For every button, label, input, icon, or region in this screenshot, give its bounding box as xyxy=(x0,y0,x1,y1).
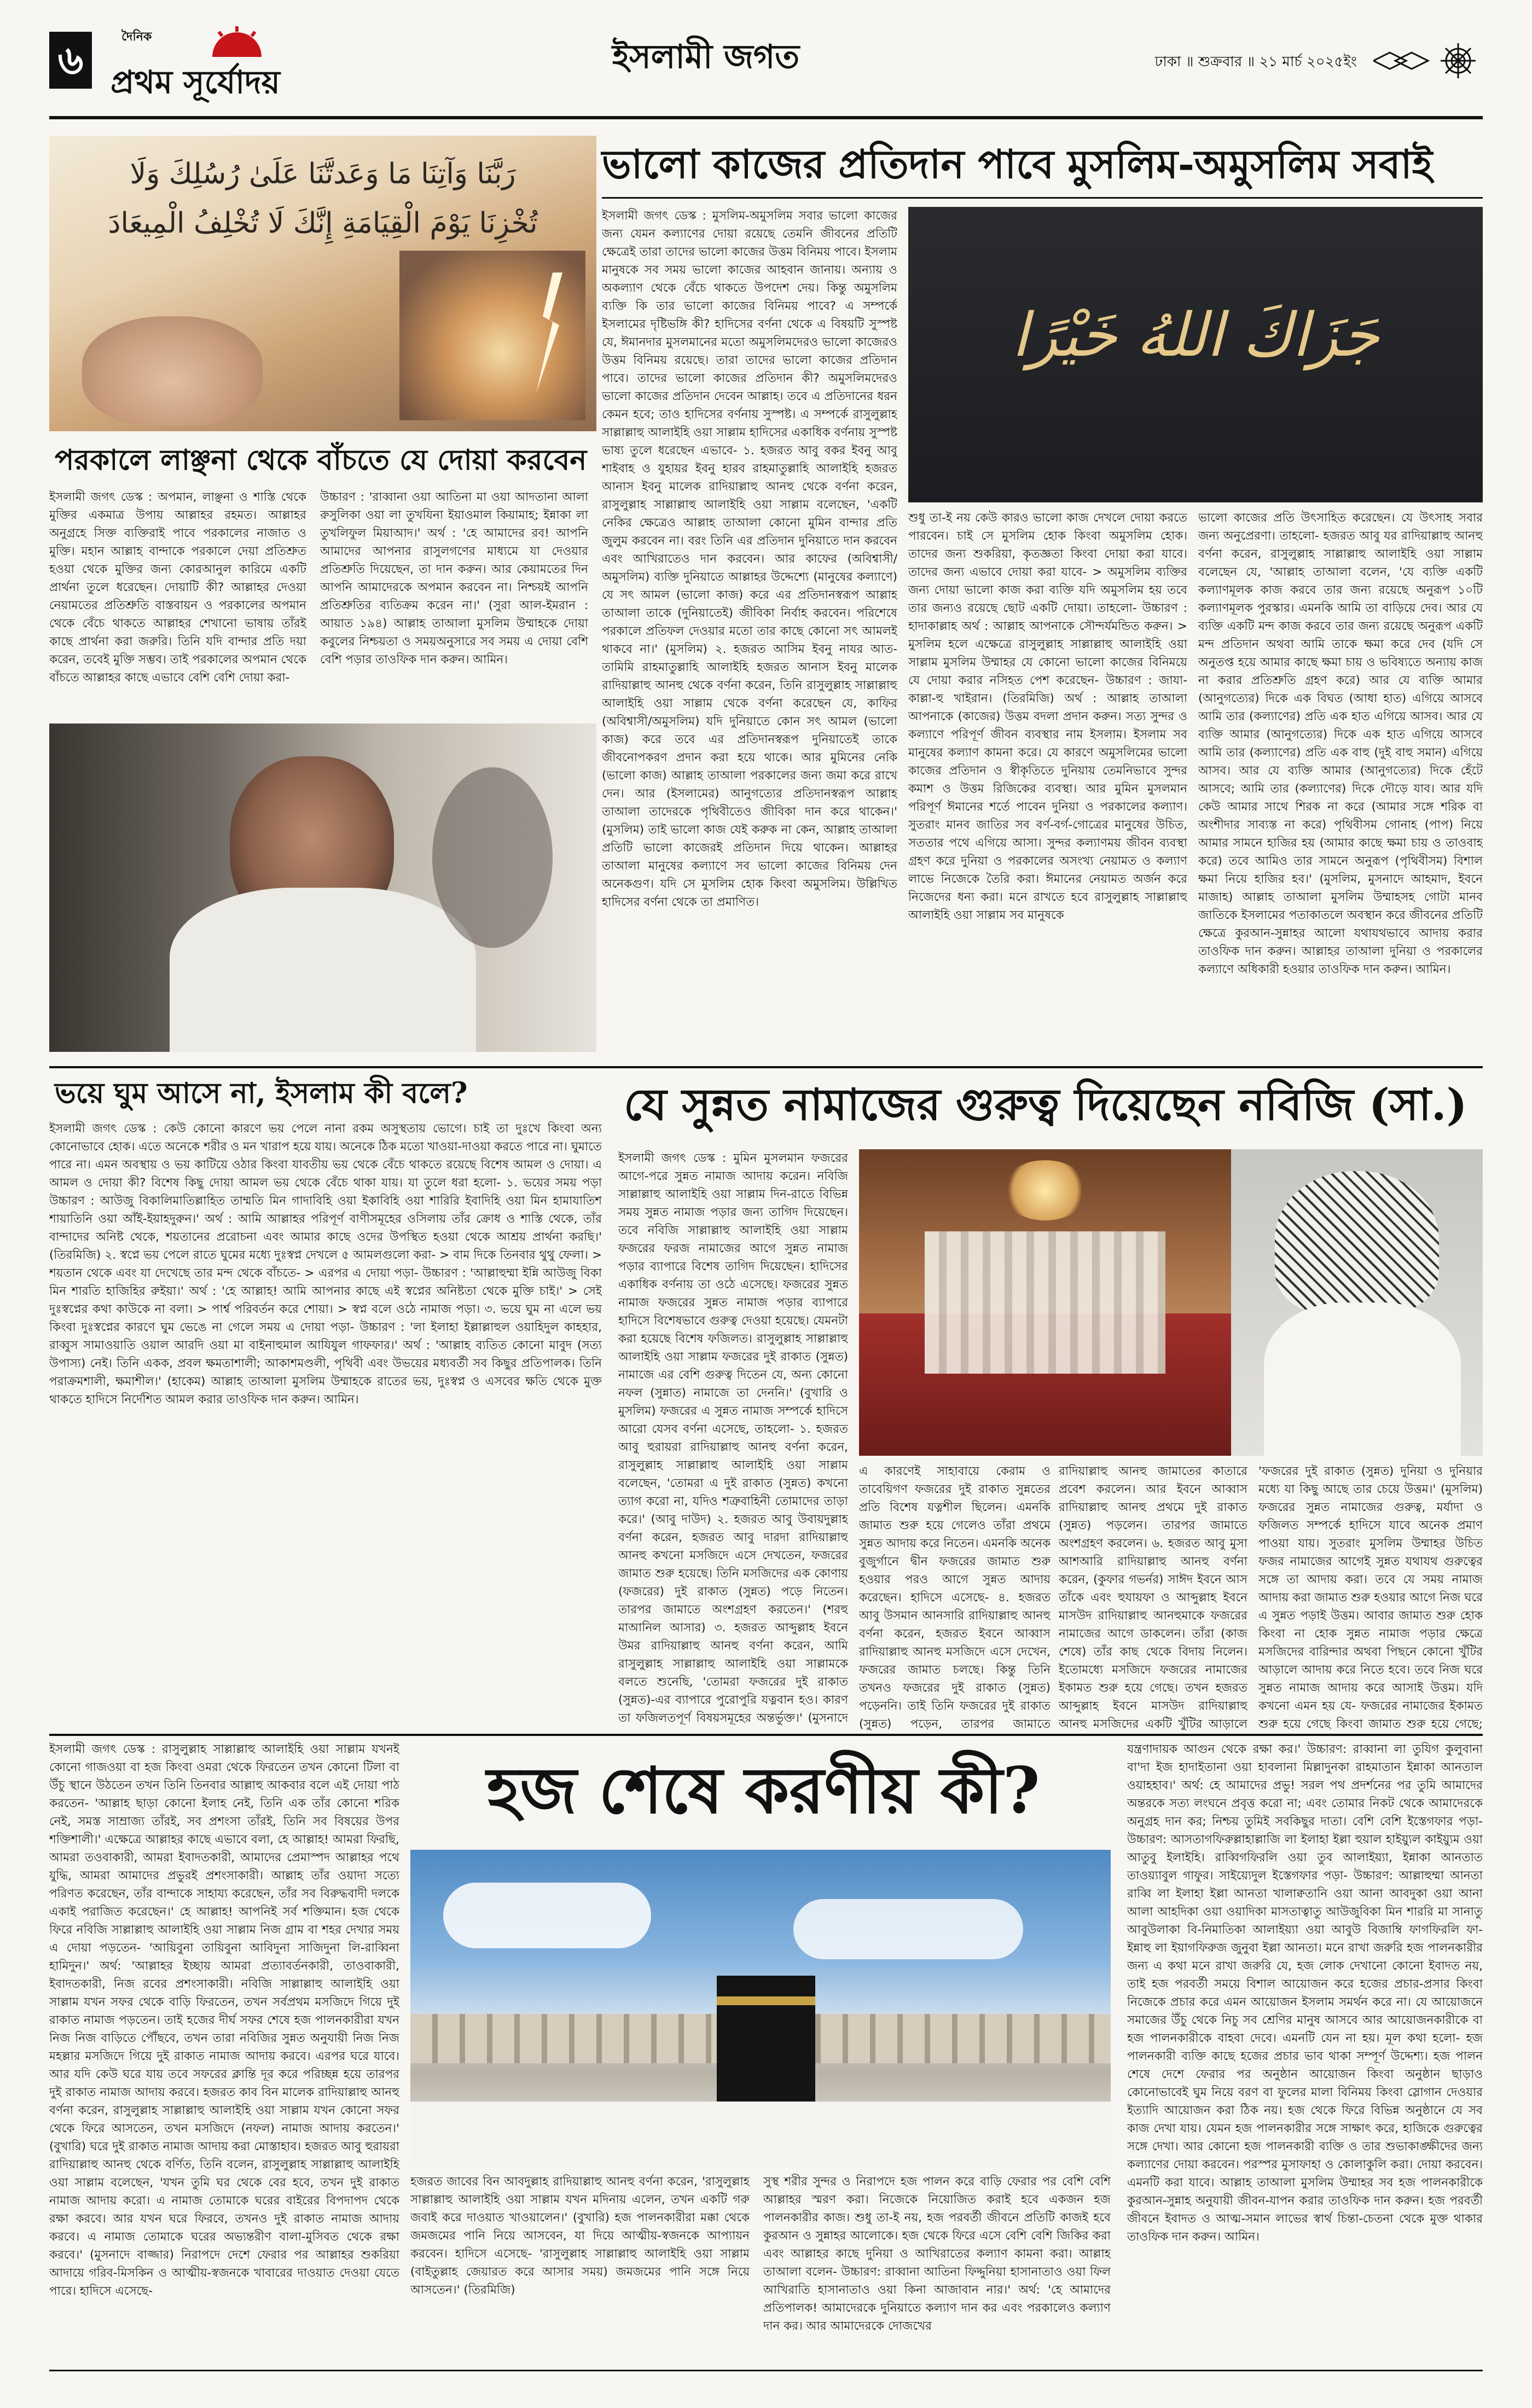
bottom-rule xyxy=(49,2370,1483,2371)
article3-body xyxy=(49,1120,602,1727)
article4-text-1: ইসলামী জগৎ ডেস্ক : মুমিন মুসলমান ফজরের আগে-পরে সুন্নত নামাজ আদায় করেন। নবিজি সাল্লাল্লাহু আলাইহি ওয়া সাল্লাম দিন-রাতে বিভিন্ন সময় সুন্নত নামাজ পড়ার জন্য তাগিদ দিয়েছেন। তবে নবিজি সাল্লাল্লাহু আলাইহি ওয়া সাল্লাম ফজরের ফরজ নামাজের আগে সুন্নত নামাজ পড়ার ব্যাপারে বিশেষ তাগিদ দিয়েছেন। হাদিসের একাধিক বর্ণনায় তা ওঠে এসেছে। ফজরের সুন্নত নামাজ ফজরের সুন্নত নামাজ পড়ার ব্যাপারে হাদিসে বিশেষভাবে গুরুত্ব দেওয়া হয়েছে। যেমনটা করা হয়েছে বিশেষ ফজিলত। রাসুলুল্লাহ সাল্লাল্লাহু আলাইহি ওয়া সাল্লাম ফজরের দুই রাকাত (সুন্নত) নামাজে এর বেশি গুরুত্ব দিতেন যে, অন্য কোনো নফল (সুন্নাত) নামাজে তা দেননি।' (বুখারি ও মুসলিম) ফজরের এ সুন্নত নামাজ সম্পর্কে হাদিসে আরো যেসব বর্ণনা এসেছে, তাহলো- ১. হজরত আবু হুরায়রা রাদিয়াল্লাহু আনহু বর্ণনা করেন, রাসুলুল্লাহ সাল্লাল্লাহু আলাইহি ওয়া সাল্লাম বলেছেন, 'তোমরা এ দুই রাকাত (সুন্নত) কখনো ত্যাগ করো না, যদিও শত্রুবাহিনী তোমাদের তাড়া করে।' (আবু দাউদ) ২. হজরত আবু উবায়দুল্লাহ বর্ণনা করেন, হজরত আবু দারদা রাদিয়াল্লাহু আনহু কখনো মসজিদে এসে দেখতেন, ফজরের জামাত শুরু হয়েছে। তিনি মসজিদের এক কোণায় (ফজরের) দুই রাকাত (সুন্নত) পড়ে নিতেন। তারপর জামাতে অংশগ্রহণ করতেন।' (শরহু মাআনিল আসার) ৩. হজরত আব্দুল্লাহ ইবনে উমর রাদিয়াল্লাহু আনহু বর্ণনা করেন, আমি রাসুলুল্লাহ সাল্লাল্লাহু আলাইহি ওয়া সাল্লামকে বলতে শুনেছি, 'তোমরা ফজরের দুই রাকাত (সুন্নত)-এর ব্যাপারে পুরোপুরি যত্নবান হও। কারণ তা ফজিলতপূর্ণ বিষয়সমূহের অন্তর্ভুক্ত।' (মুসনাদে xyxy=(618,1151,848,1725)
ornament-icon xyxy=(1373,40,1483,81)
masthead xyxy=(0,0,1532,125)
article4-text-4: 'ফজরের দুই রাকাত (সুন্নত) দুনিয়া ও দুনিয়ার মধ্যে যা কিছু আছে তার চেয়ে উত্তম।' (মুসলিম) ফজরের সুন্নত নামাজের গুরুত্ব, মর্যাদা ও ফজিলত সম্পর্কে হাদিসে যাবে অনেক প্রমাণ পাওয়া যায়। সুতরাং মুসলিম উম্মাহর উচিত ফজর নামাজের আগেই সুন্নত যথাযথ গুরুত্বের সঙ্গে তা আদায় করা। তবে যে সময় নামাজ আদায় করা জামাত শুরু হওয়ার আগে নিজ ঘরে এ সুন্নত পড়াই উত্তম। আবার জামাত শুরু হোক কিংবা না হোক সুন্নত নামাজ পড়ার ক্ষেত্রে মসজিদের বারিন্দার অথবা পিছনে কোনো খুঁটির আড়ালে আদায় করে নিতে হবে। তবে নিজ ঘরে সুন্নত নামাজ আদায় করে আসাই উত্তম। যদি কখনো এমন হয় যে- ফজরের নামাজের ইকামত শুরু হয়ে গেছে কিংবা জামাত শুরু হয়ে গেছে; xyxy=(1258,1465,1483,1730)
article4-col3 xyxy=(1059,1462,1247,1730)
article4-headline: যে সুন্নত নামাজের গুরুত্ব দিয়েছেন নবিজি (সা.) xyxy=(624,1079,1467,1130)
article5-col3 xyxy=(763,2173,1111,2364)
article1-text-3: ভালো কাজের প্রতি উৎসাহিত করেছেন। যে উৎসাহ সবার জন্য অনুপ্রেরণা। তাহলো- হজরত আবু যর রাদিয়াল্লাহু আনহু বর্ণনা করেন, রাসুলুল্লাহ সাল্লাল্লাহু আলাইহি ওয়া সাল্লাম বলেছেন যে, 'আল্লাহ তাআলা বলেন, 'যে ব্যক্তি একটি কল্যাণমূলক কাজ করবে তার জন্য রয়েছে অনুরূপ ১০টি কল্যাণমূলক পুরস্কার। এমনকি আমি তা বাড়িয়ে দেব। আর যে ব্যক্তি একটি মন্দ কাজ করবে তার জন্য রয়েছে অনুরূপ একটি মন্দ প্রতিদান অথবা আমি তাকে ক্ষমা করে দেব (যদি সে অনুতপ্ত হয়ে আমার কাছে ক্ষমা চায় ও ভবিষ্যতে অন্যায় কাজ না করার প্রতিশ্রুতি গ্রহণ করে) আর যে ব্যক্তি আমার (আনুগত্যের) দিকে এক বিঘত (আধা হাত) এগিয়ে আসবে আমি তার (কল্যাণের) প্রতি এক হাত এগিয়ে আসব। আর যে ব্যক্তি আমার (আনুগত্যের) দিকে এক হাত এগিয়ে আসবে আমি তার (কল্যাণের) প্রতি এক বাহু (দুই বাহু সমান) এগিয়ে আসব। আর যে ব্যক্তি আমার (আনুগত্যের) দিকে হেঁটে আসবে; আমি তার (কল্যাণের) দিকে দৌড়ে যাব। আর যদি কেউ আমার সাথে শিরক না করে (আমার সঙ্গে শরিক বা অংশীদার সাব্যস্ত না করে) পৃথিবীসম গোনাহ (পাপ) নিয়ে আমার সামনে হাজির হয় (আমার কাছে ক্ষমা চায় ও তাওবাহ করে) তবে আমিও তার সামনে অনুরূপ (পৃথিবীসম) বিশাল ক্ষমা নিয়ে হাজির হব।' (মুসলিম, মুসনাদে আহমাদ, ইবনে মাজাহ) আল্লাহ তাআলা মুসলিম উম্মাহসহ গোটা মানব জাতিকে ইসলামের পতাকাতলে অবস্থান করে জীবনের প্রতিটি ক্ষেত্রে কুরআন-সুন্নাহর আলো যথাযথভাবে আদায় করার তাওফিক দান করুন। আল্লাহর তাআলা দুনিয়া ও পরকালের কল্যাণে অধিকারী হওয়ার তাওফিক দান করুন। আমিন। xyxy=(1198,511,1483,976)
article5-col2 xyxy=(410,2173,750,2364)
masthead-rule xyxy=(49,116,1483,119)
article4-col2 xyxy=(859,1462,1051,1730)
distressed-man-photo xyxy=(49,723,596,1052)
article1-headline-rule xyxy=(602,197,1483,199)
article5-col1 xyxy=(49,1740,399,2364)
man-in-keffiyeh-photo xyxy=(1231,1149,1483,1456)
article2-text-2: উচ্চারণ : 'রাব্বানা ওয়া আতিনা মা ওয়া আদতানা আলা রুসুলিকা ওয়া লা তুখযিনা ইয়াওমাল কিয়ামাহ; ইন্নাকা লা তুখলিফুল মিয়াআদ।' অর্থ : 'হে আমাদের রব! আপনি আমাদের আপনার রাসুলগণের মাধ্যমে যা দেওয়ার প্রতিশ্রুতি দিয়েছেন, তা দান করুন। আর কেয়ামতের দিন আপনি আমাদেরকে অপমান করবেন না। নিশ্চয়ই আপনি প্রতিশ্রুতির ব্যতিক্রম করেন না।' (সুরা আল-ইমরান : আয়াত ১৯৪) আল্লাহ তাআলা মুসলিম উম্মাহকে দোয়া কবুলের নিশ্চয়তা ও সময়অনুসারে সব সময় এ দোয়া বেশি বেশি পড়ার তাওফিক দান করুন। আমিন। xyxy=(320,490,588,667)
mosque-prayer-photo xyxy=(859,1149,1231,1456)
article2-col2 xyxy=(320,488,588,723)
page-number: ৬ xyxy=(57,37,84,83)
paper-logo xyxy=(100,22,406,104)
article5-headline: হজ শেষে করণীয় কী? xyxy=(486,1753,1040,1828)
article5-text-4: যন্ত্রণাদায়ক আগুন থেকে রক্ষা কর।' উচ্চারণ: রাব্বানা লা তুযিগ কুলুবানা বা'দা ইজ হাদাইতানা ওয়া হাবলানা মিল্লাদুনকা রাহমাতান ইন্নাকা আনতাল ওয়াহহাব।' অর্থ: হে আমাদের প্রভু! সরল পথ প্রদর্শনের পর তুমি আমাদের অন্তরকে সত্য লংঘনে প্রবৃত্ত করো না; এবং তোমার নিকট থেকে আমাদেরকে অনুগ্রহ দান কর; নিশ্চয় তুমিই সবকিছুর দাতা। বেশি বেশি ইস্তেগফার পড়া- উচ্চারণ: আসতাগফিরুল্লাহাল্লাজি লা ইলাহা ইল্লা হুয়াল হাইয়্যুল কাইয়্যুম ওয়া আতুবু ইলাইহি। রাব্বিগফিরলি ওয়া তুব আলাইয়্যা, ইন্নাকা আনতাত তাওয়্যাবুল গাফুর। সাইয়্যেদুল ইস্তেগফার পড়া- উচ্চারণ: আল্লাহুম্মা আনতা রাব্বি লা ইলাহা ইল্লা আনতা খালাক্বতানি ওয়া আনা আবদুকা ওয়া আনা আলা আহদিকা ওয়া ওয়াদিকা মাসতাত্বাতু আউজুবিকা মিন শাররি মা সানাতু আবুউলাকা বি-নিমাতিকা আলাইয়্যা ওয়া আবুউ বিজাম্বি ফাগফিরলি ফা-ইন্নাহু লা ইয়াগফিরুজ জুনুবা ইল্লা আনতা। মনে রাখা জরুরি হজ পালনকারীর জন্য এ কথা মনে রাখা জরুরি যে, হজ লোক দেখানো কোনো ইবাদত নয়, তাই হজ পরবর্তী সময়ে বিশাল আয়োজন করে হজের প্রচার-প্রসার কিংবা নিজেকে প্রচার করে এমন আয়োজন ইসলাম সমর্থন করে না। যে আয়োজনে সমাজের উঁচু থেকে নিচু সব শ্রেণির মানুষ আসবে আর আয়োজনকারীকে বা হজ পালনকারীকে বাহবা দেবে। এমনটি যেন না হয়। মূল কথা হলো- হজ পালনকারী ব্যক্তি কাছে হজের প্রচার ভাব থাকা সম্পূর্ণ উদ্দেশ্য। হজ পালন শেষে দেশে ফেরার পর অনুষ্ঠান আয়োজন কিংবা অনুষ্ঠান ছাড়াও কোনোভাবেই ঘুম নিয়ে বরণ বা ফুলের মালা বিনিময় কিংবা স্লোগান দেওয়ার ইত্যাদি আয়োজন করা ঠিক নয়। হজ থেকে ফিরে বিভিন্ন অনুষ্ঠানে যে সব কাজ দেখা যায়। যেমন হজ পালনকারীর সঙ্গে সাক্ষাৎ করে, হাজিকে গুরুত্বের সঙ্গে দেখা। আর কোনো হজ পালনকারী ব্যক্তি ও তার শুভাকাঙ্ক্ষীদের জন্য কল্যাণের দোয়া করবেন। পরস্পর মুসাফাহা ও কোলাকুলি করা। দোয়া করবেন। এমনটি করা যাবে। আল্লাহ তাআলা মুসলিম উম্মাহর সব হজ পালনকারীকে কুরআন-সুন্নাহ অনুযায়ী জীবন-যাপন করার তাওফিক দান করুন। হজ পরবর্তী জীবনে ইবাদত ও আত্ম-সমান লাভের স্বার্থ চিন্তা-চেতনা থেকে মুক্ত থাকার তাওফিক দান করুন। আমিন। xyxy=(1127,1743,1483,2244)
praying-hands xyxy=(82,316,263,426)
section-title: ইসলামী জগত xyxy=(612,38,800,76)
article1-col3 xyxy=(1198,509,1483,1062)
section-divider-1 xyxy=(49,1066,1483,1068)
paper-name: প্রথম সূর্যোদয় xyxy=(111,63,280,101)
article1-text-1: ইসলামী জগৎ ডেস্ক : মুসলিম-অমুসলিম সবার ভালো কাজের জন্য যেমন কল্যাণের দোয়া রয়েছে তেমনি জীবনের প্রতিটি ক্ষেত্রেই তারা তাদের ভালো কাজের উত্তম বিনিময় পাবে। ইসলাম মানুষকে সব সময় ভালো কাজের আহবান জানায়। অন্যায় ও অকল্যাণ থেকে বেঁচে থাকতে উপদেশ দেয়। কিন্তু অমুসলিম ব্যক্তি কি তার ভালো কাজের বিনিময় পাবে? এ সম্পর্কে ইসলামের দৃষ্টিভঙ্গি কী? হাদিসের বর্ণনা থেকে এ বিষয়টি সুস্পষ্ট যে, ঈমানদার মুসলমানের মতো অমুসলিমদেরও ভালো কাজেরও উত্তম বিনিময় রয়েছে। তারা তাদের ভালো কাজের প্রতিদান পাবে। তাদের ভালো কাজের প্রতিদান কী? অমুসলিমদেরও ভালো কাজের প্রতিদান দেবেন আল্লাহ। তবে এ প্রতিদানের ধরন কেমন হবে; তাও হাদিসের বর্ণনায় সুস্পষ্ট। এ সম্পর্কে রাসুলুল্লাহ সাল্লাল্লাহু আলাইহি ওয়া সাল্লাম হাদিসের একাধিক বর্ণনায় সুস্পষ্ট ভাষ্য তুলে ধরেছেন এভাবে- ১. হজরত আবু বকর ইবনু আবু শাইবাহ ও যুহায়র ইবনু হারব রাহমাতুল্লাহি আলাইহি হজরত আনাস ইবনু মালেক রাদিয়াল্লাহু আনহু থেকে বর্ণনা করেন, রাসুলুল্লাহ সাল্লাল্লাহু আলাইহি ওয়া সাল্লাম বলেছেন, 'একটি নেকির ক্ষেত্রেও আল্লাহ তাআলা কোনো মুমিন বান্দার প্রতি জুলুম করবেন না। বরং তিনি এর প্রতিদান দুনিয়াতে দান করবেন এবং আখিরাতেও দান করবেন। আর কাফের (অবিশ্বাসী/অমুসলিম) ব্যক্তি দুনিয়াতে আল্লাহর উদ্দেশ্যে (মানুষের কল্যাণে) যে সৎ আমল (ভালো কাজ) করে এর প্রতিদানস্বরূপ আল্লাহ তাআলা তাকে (দুনিয়াতেই) জীবিকা নির্বাহ করবেন। পরিশেষে পরকালে প্রতিফল দেওয়ার মতো তার কাছে কোনো সৎ আমলই থাকবে না।' (মুসলিম) ২. হজরত আসিম ইবনু নাযর আত-তামিমি রাহমাতুল্লাহি আলাইহি হজরত আনাস ইবনু মালেক রাদিয়াল্লাহু আনহু থেকে বর্ণনা করেন, তিনি রাসুলুল্লাহ সাল্লাল্লাহু আলাইহি ওয়া সাল্লাম থেকে বর্ণনা করেছেন যে, কাফির (অবিশ্বাসী/অমুসলিম) যদি দুনিয়াতে কোন সৎ আমল (ভালো কাজ) করে তবে এর প্রতিদানস্বরূপ দুনিয়াতেই তাকে জীবনোপকরণ প্রদান করা হয়ে থাকে। আর মুমিনের নেকি (ভালো কাজ) আল্লাহ তাআলা পরকালের জন্য জমা করে রাখে দেন। আর (ইসলামের) আনুগত্যের প্রতিদানস্বরূপ আল্লাহ তাআলা তাদেরকে পৃথিবীতেও জীবিকা দান করে থাকেন।' (মুসলিম) তাই ভালো কাজ যেই করুক না কেন, আল্লাহ তাআলা প্রতিটি ভালো কাজেরই প্রতিদান দিয়ে থাকেন। আল্লাহর তাআলা মানুষের কল্যাণে সব ভালো কাজের বিনিময় দেন অনেকগুণ। যদি সে মুসলিম হোক কিংবা অমুসলিম। উল্লিখিত হাদিসের বর্ণনা থেকে তা প্রমাণিত। xyxy=(602,209,897,909)
article1-col1 xyxy=(602,207,897,1061)
article1-text-2: শুধু তা-ই নয় কেউ কারও ভালো কাজ দেখলে দোয়া করতে পারবেন। চাই সে মুসলিম হোক কিংবা অমুসলিম হোক। তাদের জন্য শুকরিয়া, কৃতজ্ঞতা কিংবা দোয়া করা যাবে। তাদের জন্য এভাবে দোয়া করা যাবে- > অমুসলিম ব্যক্তির জন্য দোয়া ভালো কাজ করা ব্যক্তি যদি অমুসলিম হয় তবে তার জন্যও রয়েছে ছোট একটি দোয়া। তাহলো- উচ্চারণ : হাদাকাল্লাহ অর্থ : আল্লাহ আপনাকে সৌন্দর্যমন্ডিত করুন। > মুসলিম হলে এক্ষেত্রে রাসুলুল্লাহ সাল্লাল্লাহু আলাইহি ওয়া সাল্লাম মুসলিম উম্মাহর যে কোনো ভালো কাজের বিনিময়ে যে দোয়া করার নসিহত পেশ করেছেন- উচ্চারণ : জাযা-কাল্লা-হু খাইরান। (তিরমিজি) অর্থ : আল্লাহ তাআলা আপনাকে (কাজের) উত্তম বদলা প্রদান করুন। সত্য সুন্দর ও কল্যাণে পরিপূর্ণ জীবন ব্যবস্থার নাম ইসলাম। ইসলাম সব মানুষের কল্যাণ কামনা করে। যে কারণে অমুসলিমের ভালো কাজের প্রতিদান ও স্বীকৃতিতে দুনিয়ায় তেমনিভাবে সুন্দর কমাশ ও উত্তম রিজিকের ব্যবস্থা। আর মুমিন মুসলমান পরিপূর্ণ ঈমানের শর্তে পাবেন দুনিয়া ও পরকালের কল্যাণ। সুতরাং মানব জাতির সব বর্ণ-বর্গ-গোত্রের মানুষের উচিত, সততার পথে এগিয়ে আসা। সুন্দর কল্যাণময় জীবন ব্যবস্থা গ্রহণ করে দুনিয়া ও পরকালের অসংখ্য নেয়ামত ও কল্যাণ লাভে নিজেকে তৈরি করা। ঈমানের নেয়ামত অর্জন করে নিজেদের ধন্য করা। মনে রাখতে হবে রাসুলুল্লাহ সাল্লাল্লাহু আলাইহি ওয়া সাল্লাম সব মানুষকে xyxy=(908,511,1187,922)
calligraphy-image xyxy=(908,207,1483,502)
article4-text-3: রাদিয়াল্লাহু আনহু জামাতের কাতারে প্রবেশ করলেন। আর ইবনে আব্বাস রাদিয়াল্লাহু আনহু প্রথমে দুই রাকাত (সুন্নত) পড়লেন। তারপর জামাতে অংশগ্রহণ করলেন। ৬. হজরত আবু মুসা আশআরি রাদিয়াল্লাহু আনহু বর্ণনা করেন, (কুফার গভর্নর) সাঈদ ইবনে আস তাঁকে এবং হুযায়ফা ও আব্দুল্লাহ ইবনে মাসউদ রাদিয়াল্লাহু আনহুমাকে ফজরের নামাজের আগে ডাকলেন। তাঁরা (কাজ শেষে) তাঁর কাছ থেকে বিদায় নিলেন। ইতোমধ্যে মসজিদে ফজরের নামাজের ইকামত শুরু হয়ে গেছে। তখন হজরত আব্দুল্লাহ ইবনে মাসউদ রাদিয়াল্লাহু আনহু মসজিদের একটি খুঁটির আড়ালে xyxy=(1059,1465,1247,1730)
dua-illustration xyxy=(49,136,596,431)
article2-text-1: ইসলামী জগৎ ডেস্ক : অপমান, লাঞ্ছনা ও শাস্তি থেকে মুক্তির একমাত্র উপায় আল্লাহর রহমত। আল্লাহর অনুগ্রহে সিক্ত ব্যক্তিরাই পাবে পরকালের নাজাত ও মুক্তি। মহান আল্লাহ বান্দাকে পরকালে দেয়া প্রতিশ্রুত হওয়া থেকে মুক্তির জন্য কোরআনুল কারিমে একটি প্রার্থনা তুলে ধরেছেন। দোয়াটি কী? আল্লাহর দেওয়া নেয়ামতের প্রতিশ্রুতি বাস্তবায়ন ও পরকালের অপমান থেকে বেঁচে থাকতে আল্লাহর শেখানো ভাষায় তাঁরই কাছে প্রার্থনা করা জরুরি। তিনি যদি বান্দার প্রতি দয়া করেন, তবেই মুক্তি সম্ভব। তাই পরকালের অপমান থেকে বাঁচতে আল্লাহর কাছে এভাবে বেশি বেশি দোয়া করা- xyxy=(49,490,306,685)
article1-headline: ভালো কাজের প্রতিদান পাবে মুসলিম-অমুসলিম সবাই xyxy=(602,141,1433,187)
article1-col2 xyxy=(908,509,1187,1062)
arabic-verse-line1: رَبَّنَا وَآتِنَا مَا وَعَدتَّنَا عَلَىٰ رُسُلِكَ وَلَا xyxy=(130,158,516,190)
article4-col1 xyxy=(618,1149,848,1729)
article5-text-2: হজরত জাবের বিন আবদুল্লাহ রাদিয়াল্লাহু আনহু বর্ণনা করেন, 'রাসুলুল্লাহ সাল্লাল্লাহু আলাইহি ওয়া সাল্লাম যখন মদিনায় এলেন, তখন একটি গরু জবাই করে দাওয়াত খাওয়ালেন।' (বুখারি) হজ পালনকারীরা মক্কা থেকে জমজমের পানি নিয়ে আসবেন, যা দিয়ে আত্মীয়-স্বজনকে আপ্যায়ন করবেন। হাদিসে এসেছে- 'রাসুলুল্লাহ সাল্লাল্লাহু আলাইহি ওয়া সাল্লাম (বাইতুল্লাহ জেয়ারত করে আসার সময়) জমজমের পানি সঙ্গে নিয়ে আসতেন।' (তিরমিজি) xyxy=(410,2175,750,2297)
arabic-verse-line2: تُخْزِنَا يَوْمَ الْقِيَامَةِ إِنَّكَ لَا تُخْلِفُ الْمِيعَادَ xyxy=(108,207,538,240)
kaaba-photo xyxy=(410,1850,1111,2167)
sun-logo-icon xyxy=(207,25,267,58)
article4-text-2: এ কারণেই সাহাবায়ে কেরাম ও তাবেয়িগণ ফজরের দুই রাকাত সুন্নতের প্রতি বিশেষ যত্নশীল ছিলেন। এমনকি জামাত শুরু হয়ে গেলেও তাঁরা প্রথমে সুন্নত আদায় করে নিতেন। এমনকি অনেক বুজুর্গানে দ্বীন ফজরের জামাত শুরু হওয়ার পরও আগে সুন্নত আদায় করেছেন। হাদিসে এসেছে- ৪. হজরত আবু উসমান আনসারি রাদিয়াল্লাহু আনহু বর্ণনা করেন, হজরত ইবনে আব্বাস রাদিয়াল্লাহু আনহু মসজিদে এসে দেখেন, ফজরের জামাত চলছে। কিন্তু তিনি তখনও ফজরের দুই রাকাত (সুন্নত) পড়েননি। তাই তিনি ফজরের দুই রাকাত (সুন্নত) পড়েন, তারপর জামাতে xyxy=(859,1465,1051,1730)
paper-prefix: দৈনিক xyxy=(121,30,152,44)
lightning-icon xyxy=(531,273,569,393)
dateline: ঢাকা ॥ শুক্রবার ॥ ২১ মার্চ ২০২৫ইং xyxy=(1154,54,1357,70)
section-divider-2 xyxy=(49,1734,1483,1736)
article2-headline: পরকালে লাঞ্ছনা থেকে বাঁচতে যে দোয়া করবেন xyxy=(55,443,587,477)
article5-col4 xyxy=(1127,1740,1483,2364)
article3-headline: ভয়ে ঘুম আসে না, ইসলাম কী বলে? xyxy=(55,1076,468,1110)
article4-col4 xyxy=(1258,1462,1483,1730)
page-number-badge xyxy=(49,32,92,89)
article5-text-3: সুস্থ শরীর সুন্দর ও নিরাপদে হজ পালন করে বাড়ি ফেরার পর বেশি বেশি আল্লাহর স্মরণ করা। নিজেকে নিয়োজিত করাই হবে একজন হজ পালনকারীর কাজ। শুধু তা-ই নয়, হজ পরবর্তী জীবনে প্রতিটি কাজই হবে কুরআন ও সুন্নাহর আলোকে। হজ থেকে ফিরে এসে বেশি বেশি জিকির করা এবং আল্লাহর কাছে দুনিয়া ও আখিরাতের কল্যাণ কামনা করা। আল্লাহ তাআলা বলেন- উচ্চারণ: রাব্বানা আতিনা ফিদ্দুনিয়া হাসানাতাও ওয়া ফিল আখিরাতি হাসানাতাও ওয়া কিনা আজাবান নার।' অর্থ: 'হে আমাদের প্রতিপালক! আমাদেরকে দুনিয়াতে কল্যাণ দান কর এবং পরকালেও কল্যাণ দান কর। আর আমাদেরকে দোজখের xyxy=(763,2175,1111,2333)
article2-col1 xyxy=(49,488,306,723)
article5-text-1: ইসলামী জগৎ ডেস্ক : রাসুলুল্লাহ সাল্লাল্লাহু আলাইহি ওয়া সাল্লাম যখনই কোনো গাজওয়া বা হজ কিংবা ওমরা থেকে ফিরতেন তখন কোনো টিলা বা উঁচু স্থানে উঠতেন তখন তিনি তিনবার আল্লাহু আকবার বলে এই দোয়া পাঠ করতেন- 'আল্লাহ ছাড়া কোনো ইলাহ নেই, তিনি এক তাঁর কোনো শরিক নেই, সমস্ত সাম্রাজ্য তাঁরই, সব প্রশংসা তাঁরই, তিনি সব বিষয়ের উপর শক্তিশালী।' এক্ষেত্রে আল্লাহর কাছে এভাবে বলা, হে আল্লাহ! আমরা ফিরছি, আমরা তওবাকারী, আমরা ইবাদতকারী, আমাদের প্রেমাস্পদ আল্লাহর পথে যুদ্ধি, আমরা আমাদের প্রভুরই প্রশংসাকারী। আল্লাহ তাঁর ওয়াদা সত্যে পরিণত করেছেন, তাঁর বান্দাকে সাহায্য করেছেন, তাঁর সব বিরুদ্ধবাদী দলকে একাই পরাজিত করেছেন।' হে আল্লাহ! আপনিই সর্ব শক্তিমান। হজ থেকে ফিরে নবিজি সাল্লাল্লাহু আলাইহি ওয়া সাল্লাম নিজ গ্রাম বা শহর দেখার সময় এ দোয়া পড়তেন- 'আয়িবুনা তায়িবুনা আবিদুনা সাজিদুনা লি-রাব্বিনা হামিদুন।' অর্থ: 'আল্লাহর ইচ্ছায় আমরা প্রত্যাবর্তনকারী, তাওবাকারী, ইবাদতকারী, নিজ রবের প্রশংসাকারী। নবিজি সাল্লাল্লাহু আলাইহি ওয়া সাল্লাম যখন সফর থেকে বাড়ি ফিরতেন, তখন সর্বপ্রথম মসজিদে গিয়ে দুই রাকাত নামাজ পড়তেন। তাই হজের দীর্ঘ সফর শেষে হজ পালনকারীরা যখন নিজ নিজ বাড়িতে পৌঁছবে, তখন তারা নবিজির সুন্নত অনুযায়ী নিজ নিজ মহল্লার মসজিদে গিয়ে দুই রাকাত নামাজ আদায় করবে। এরপর ঘরে যাবে। আর যদি কেউ ঘরে যায় তবে সফরের ক্লান্তি দূর করে পরিচ্ছন্ন হয়ে তারপর দুই রাকাত নামাজ আদায় করবে। হজরত কাব বিন মালেক রাদিয়াল্লাহু আনহু বর্ণনা করেন, রাসুলুল্লাহ সাল্লাল্লাহু আলাইহি ওয়া সাল্লাম যখন কোনো সফর থেকে ফিরে আসতেন, তখন মসজিদে (নফল) নামাজ আদায় করতেন।' (বুখারি) ঘরে দুই রাকাত নামাজ আদায় করা মোস্তাহাব। হজরত আবু হুরায়রা রাদিয়াল্লাহু আনহু থেকে বর্ণিত, তিনি বলেন, রাসুলুল্লাহ সাল্লাল্লাহু আলাইহি ওয়া সাল্লাম বলেছেন, 'যখন তুমি ঘর থেকে বের হবে, তখন দুই রাকাত নামাজ আদায় করো। এ নামাজ তোমাকে ঘরের বাইরের বিপদাপদ থেকে রক্ষা করবে। আর যখন ঘরে ফিরবে, তখনও দুই রাকাত নামাজ আদায় করবে। এ নামাজ তোমাকে ঘরের অভ্যন্তরীণ বালা-মুসিবত থেকে রক্ষা করবে।' (মুসনাদে বাজ্জার) নিরাপদে দেশে ফেরার পর আল্লাহর শুকরিয়া আদায়ে গরিব-মিসকিন ও আত্মীয়-স্বজনকে খাবারের দাওয়াত দেওয়া যেতে পারে। হাদিসে এসেছে- xyxy=(49,1743,399,2298)
calligraphy-text: جَزَاكَ اللهُ خَيْرًا xyxy=(1012,300,1379,370)
article3-text: ইসলামী জগৎ ডেস্ক : কেউ কোনো কারণে ভয় পেলে নানা রকম অসুস্থতায় ভোগে। চাই তা দুঃখে কিংবা অন্য কোনোভাবে হোক। এতে অনেকে শরীর ও মন খারাপ হয়ে যায়। অনেকে ঠিক মতো খাওয়া-দাওয়া করতে পারে না। ঘুমাতে পারে না। এমন অবস্থায় ও ভয় কাটিয়ে ওঠার কিংবা যাবতীয় ভয় থেকে বেঁচে থাকতে রয়েছে বিশেষ আমল ও দোয়া। এ আমল ও দোয়া কী? বিশেষ কিছু দোয়া আমল ভয় থেকে বেঁচে থাকা যায়। যা তুলে ধরা হলো- ১. ভয়ের সময় পড়া উচ্চারণ : আউজু বিকালিমাতিল্লাহিত তাম্মতি মিন গাদাবিহি ওয়া ইকাবিহি ওয়া শারিরি ইবাদিহি ওয়া মিন হামাযাতিশ শায়াতিনি ওয়া আঁই-ইয়াহদুরুন।' অর্থ : আমি আল্লাহর পরিপূর্ণ বাণীসমূহের ওসিলায় তাঁর ক্রোধ ও শাস্তি থেকে, তাঁর বান্দাদের অনিষ্ট থেকে, শয়তানের প্ররোচনা এবং আমার কাছে ওদের উপস্থিত হওয়া থেকে আশ্রয় প্রার্থনা করছি।' (তিরমিজি) ২. স্বপ্নে ভয় পেলে রাতে ঘুমের মধ্যে দুঃস্বপ্ন দেখলে ৫ আমলগুলো করা- > বাম দিকে তিনবার থুথু ফেলা। > শয়তান থেকে এবং যা দেখেছে তার মন্দ থেকে বাঁচতে- > এরপর এ দোয়া পড়া- উচ্চারণ : 'আল্লাহুম্মা ইন্নি আউজু বিকা মিন শারতি হাজিহির রুইয়া।' অর্থ : 'হে আল্লাহ! আমি আপনার কাছে এই স্বপ্নের অনিষ্টতা থেকে মুক্তি চাই।' > সেই দুঃস্বপ্নের কথা কাউকে না বলা। > পার্শ্ব পরিবর্তন করে শোয়া। > স্বপ্ন বলে ওঠে নামাজ পড়া। ৩. ভয়ে ঘুম না এলে ভয় কিংবা দুঃস্বপ্নের কারণে ঘুম ভেঙে না গেলে সময় এ দোয়া পড়া- উচ্চারণ : 'লা ইলাহা ইল্লাল্লাহুল ওয়াহিদুল কাহহার, রাব্বুস সামাওয়াতি ওয়াল আরদি ওয়া মা বাইনাহুমাল আযিযুল গাফফার।' অর্থ : 'আল্লাহ ব্যতিত কোনো মাবুদ (সত্য উপাস্য) নেই। তিনি একক, প্রবল ক্ষমতাশালী; আকাশমণ্ডলী, পৃথিবী এবং উভয়ের মধ্যবর্তী সব কিছুর প্রতিপালক। তিনি পরাক্রমশালী, ক্ষমাশীল।' (হাকেম) আল্লাহ তাআলা মুসলিম উম্মাহকে রাতের ভয়, দুঃস্বপ্ন ও এসবের ক্ষতি থেকে মুক্ত থাকতে হাদিসে নির্দেশিত আমল করার তাওফিক দান করুন। আমিন। xyxy=(49,1122,602,1406)
